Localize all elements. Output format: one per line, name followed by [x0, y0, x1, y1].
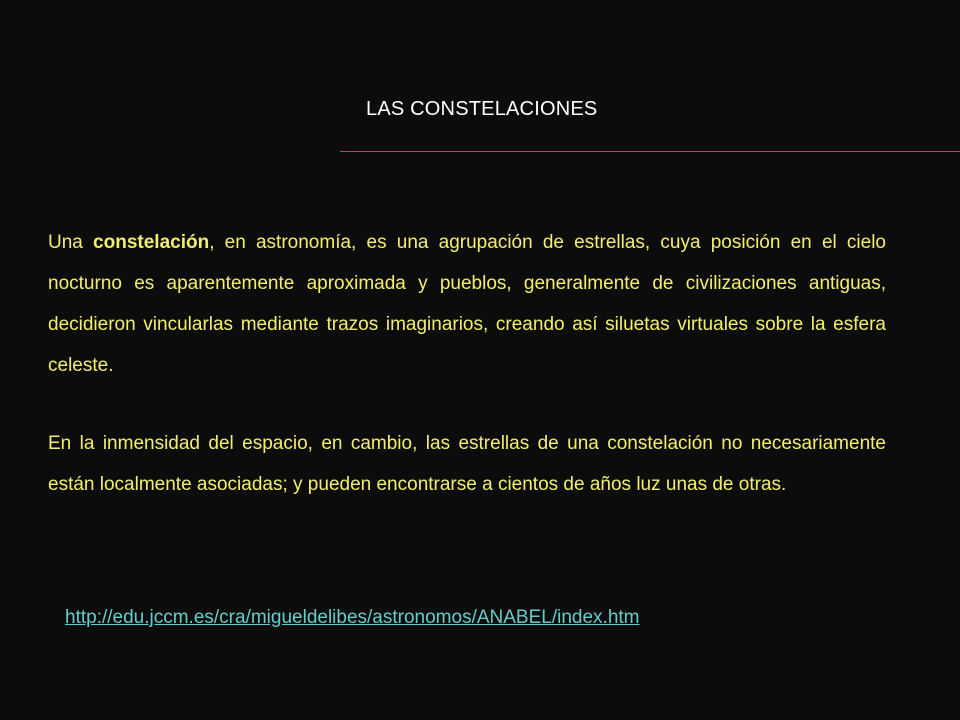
- paragraph-definition: [48, 222, 886, 386]
- source-link[interactable]: http://edu.jccm.es/cra/migueldelibes/astronomos/ANABEL/index.htm: [65, 607, 640, 628]
- keyword-constelacion: constelación: [93, 232, 210, 253]
- title-divider-line: [340, 151, 960, 152]
- paragraph-space: En la inmensidad del espacio, en cambio, las estrellas de una constelación no necesariamente están localmente asociadas; y pueden encontrarse a cientos de años luz unas de otras.: [48, 433, 886, 495]
- slide-title: LAS CONSTELACIONES: [366, 98, 598, 120]
- paragraph-definition-intro: Una: [48, 232, 94, 253]
- paragraph-definition-rest: , en astronomía, es una agrupación de estrellas, cuya posición en el cielo nocturno es aparentemente aproximada y pueblos, generalmente de civilizaciones antiguas, decidieron vincularlas mediante trazos imaginarios, creando así siluetas virtuales sobre la esfera celeste.: [48, 232, 886, 376]
